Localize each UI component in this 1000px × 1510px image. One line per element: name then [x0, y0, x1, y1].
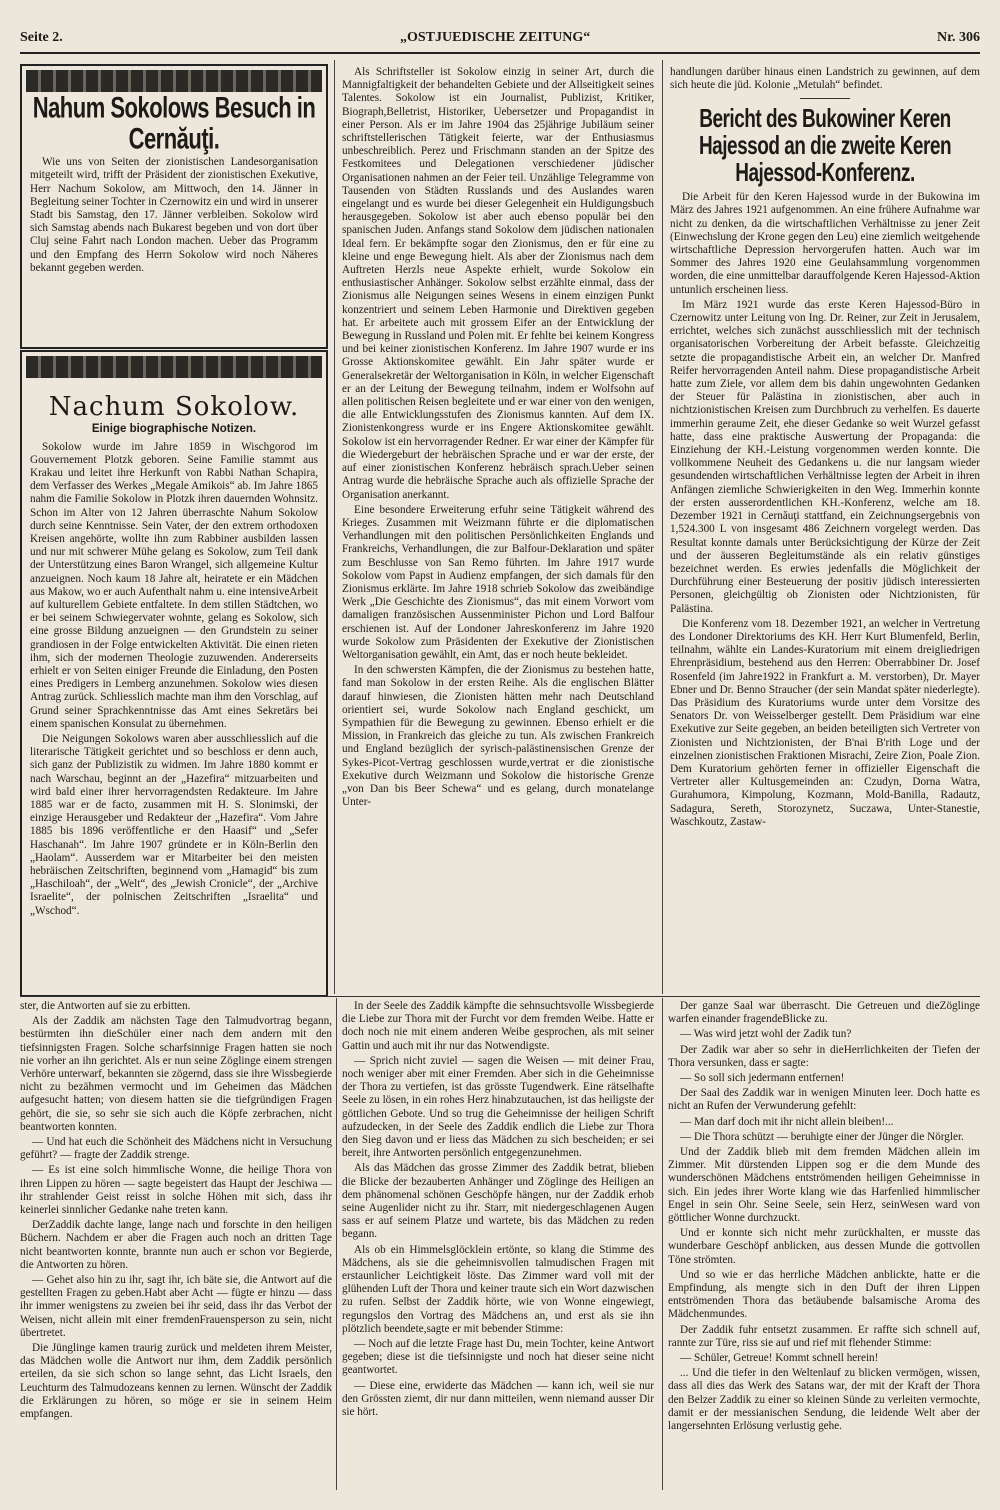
article-subtitle: Einige biographische Notizen. [91, 423, 257, 436]
story-paragraph: Die Jünglinge kamen traurig zurück und meldeten ihrem Meister, das Mädchen wolle die Antwort nur ihm, dem Zaddik persönlich erteilen, da sie sich schon so lange sehnt, das Licht Israels, den Leuchturm des Talmudozeans kennen zu lernen. Wünscht der Zaddik die Erklärungen zu hören, so möge er sie in seinem Heim empfangen. [20, 1342, 332, 1421]
story-paragraph: — Sprich nicht zuviel — sagen die Weisen — mit deiner Frau, noch weniger aber mit einer Fremden. Aber sich in die Geheimnisse der Thora zu vertiefen, ist das grösste Tugendwerk. Eine rätselhafte Seele zu lösen, in ein rohes Herz hinabzutauchen, ist das heiligste der göttlichen Gebote. Und so trug die Geheimnisse der heiligen Schrift aufzudecken, in der Seele des Zaddik endlich die Liebe zur Thora den Sieg davon und er liess das Mädchen zu sich bescheiden; er sei bereit, ihre Antworten persönlich entgegenzunehmen. [342, 1054, 654, 1160]
story-paragraph: — So soll sich jedermann entfernen! [680, 1072, 845, 1085]
feuilleton-column-middle [342, 1000, 654, 1490]
story-paragraph: ster, die Antworten auf sie zu erbitten. [20, 1000, 191, 1012]
article-title: Nahum Sokolows Besuch in Cernăuţi. [32, 90, 316, 156]
story-paragraph: — Man darf doch mit ihr nicht allein bleiben!... [680, 1115, 894, 1128]
feuilleton-column-right [668, 1000, 980, 1490]
article-sokolow-biography-continued [342, 66, 654, 986]
story-paragraph: Und der Zaddik blieb mit dem fremden Mädchen allein im Zimmer. Mit dürstenden Lippen sog er die dem Munde des wunderschönen Mädchens entströmenden heiligen Geheimnisse in sich. Ein jedes ihrer Worte klang wie das Harfenlied himmlischer Engel in sein Ohr. Seine Seele, sein Herz, seinWesen ward von göttlicher Wonne durchzuckt. [668, 1146, 980, 1225]
article-paragraph: Im März 1921 wurde das erste Keren Hajessod-Büro in Czernowitz unter Leitung von Ing. Dr. Reiner, zur Zeit in Jerusalem, errichtet, welches sich zunächst ausschliesslich mit der technisch organisatorischen Vorbereitung der Arbeit befasste. Gleichzeitig setzte die propagandistische Arbeit ein, an welcher Dr. Manfred Reifer hervorragenden Anteil nahm. Diese propagandistische Arbeit hatte zum Ziele, vor allem dem bis dahin ungewohnten Gedanken der Steuer für Palästina in zionistischen, aber auch in nichtzionistischen Kreisen zum Durchbruch zu verhelfen. Es dauerte immerhin geraume Zeit, ehe dieser Gedanke so weit Wurzel gefasst hatte, dass eine praktische Auswertung der Propaganda: die Einziehung der KH.-Leistung vorgenommen werden konnte. Die vollkommene Neuheit des Gedankens u. die nur langsam wieder gesundenden wirtschaftlichen Verhältnisse legten der Arbeit in ihren Anfängen ziemliche Schwierigkeiten in den Weg. Immerhin konnte der ersten ausserordentlichen KH.-Konferenz, welche am 18. Dezember 1921 in Cernăuţi stattfand, ein Zeichnungsergebnis von 1,524.300 L von insgesamt 486 Zeichnern vorgelegt werden. Das Resultat konnte damals unter Berücksichtigung der Kürze der Zeit und der äusseren Begleitumstände als ein relativ günstiges bezeichnet werden. Es erwies jedenfalls die Möglichkeit der Durchführung einer Besteuerung der positiv jüdisch interessierten Personen, gleichgültig ob Zionisten oder Nichtzionisten, für Palästina. [670, 298, 980, 615]
story-paragraph: Der Zaddik fuhr entsetzt zusammen. Er raffte sich schnell auf, rannte zur Türe, riss sie auf und rief mit flehender Stimme: [668, 1323, 980, 1349]
column-divider [336, 998, 337, 1490]
column-divider [662, 60, 663, 994]
story-paragraph: Und so wie er das herrliche Mädchen anblickte, hatte er die Empfindung, als mengte sich in den Duft der ihren Lippen entströmenden Thora das betäubende balsamische Aroma des Mädchenmundes. [668, 1268, 980, 1321]
page-number: Seite 2. [20, 30, 63, 45]
story-paragraph: — Noch auf die letzte Frage hast Du, mein Tochter, keine Antwort gegeben; diese ist die tiefsinnigste und noch hat dieser seine nicht geantwortet. [342, 1338, 654, 1377]
story-paragraph: Der Saal des Zaddik war in wenigen Minuten leer. Doch hatte es nicht an Rufen der Verwunderung gefehlt: [668, 1087, 980, 1113]
story-paragraph: Als das Mädchen das grosse Zimmer des Zaddik betrat, blieben die Blicke der bezauberten Anhänger und Zöglinge des Heiligen an dem phänomenal schönen Geschöpfe hängen, nur der Zaddik erhob seine Augenlider nicht zu ihr. Starr, mit niedergeschlagenen Augen sass er auf seinem Platze und wartete, bis das Mädchen zu reden begann. [342, 1162, 654, 1241]
article-title: Bericht des Bukowiner Keren Hajessod an die zweite Keren Hajessod-Konferenz. [698, 105, 952, 188]
article-paragraph: Wie uns von Seiten der zionistischen Landesorganisation mitgeteilt wird, trifft der Präsident der zionistischen Exekutive, Herr Nachum Sokolow, am Mittwoch, den 14. Jänner in Begleitung seiner Tochter in Czernowitz ein und wird in unserer Stadt bis Samstag, den 17. Jänner verbleiben. Sokolow wird sich Samstag abends nach Bukarest begeben und von dort über Cluj seine Fahrt nach London machen. Ueber das Programm und den Empfang des Herrn Sokolow wird noch Näheres bekannt gegeben werden. [30, 156, 318, 274]
feuilleton-column-left [20, 1000, 332, 1490]
article-paragraph: Eine besondere Erweiterung erfuhr seine Tätigkeit während des Krieges. Zusammen mit Weizmann führte er die diplomatischen Verhandlungen mit den politischen Persönlichkeiten Englands und Frankreichs, Verhandlungen, die zur Balfour-Deklaration und später zum Beschlusse von San Remo führten. Im Jahre 1917 wurde Sokolow vom Papst in Audienz empfangen, der sich damals für den Zionismus erklärte. Im Jahre 1918 schrieb Sokolow das zweibändige Werk „Die Geschichte des Zionismus“, das mit einem Vorwort vom damaligen französischen Aussenminister Pichon und Lord Balfour erschienen ist. Auf der Londoner Jahreskonferenz im Jahre 1920 wurde Sokolow zum Präsidenten der Exekutive der Zionistischen Weltorganisation gewählt, ein Amt, das er noch heute bekleidet. [342, 503, 654, 661]
article-paragraph: Als Schriftsteller ist Sokolow einzig in seiner Art, durch die Mannigfaltigkeit der behandelten Gebiete und der Allseitigkeit seines Talentes. Sokolow ist ein Journalist, Publizist, Kritiker, Biograph,Belletrist, Historiker, Uebersetzer und Propagandist in einer Person. Als er im Jahre 1904 das 25jährige Jubiläum seiner schriftstellerischen Tätigkeit feierte, war der Enthusiasmus unbeschreiblich. Perez und Frischmann standen an der Spitze des Festkomitees und Delegationen verschiedener jüdischer Organisationen nahmen an der Feier teil. Unzählige Telegramme von Tausenden von Städten Russlands und des Auslandes waren eingelangt und es wurde bei dieser Gelegenheit ein Huldigungsbuch herausgegeben. Sokolow ist aber auch ebenso populär bei den spanischen Juden. Anfangs stand Sokolow dem jüdischen nationalen Ideal fern. Er bekämpfte sogar den Zionismus, den er für eine zu kleine und enge Bewegung hielt. Als aber der Zionismus nach dem Auftreten Herzls neue Aspekte erhielt, wurde Sokolow ein enthusiastischer Anhänger. Sokolow selbst erzählte einmal, dass der Zionismus alle Neigungen seines Wesens in einem einzigen Punkt konzentriert und seinem Leben Harmonie und Direktiven gegeben hat. Er arbeitete auch mit grossem Eifer an der Entwicklung der Bewegung in Russland und Polen mit. Er fehlte bei keinem Kongress und bei keiner zionistischen Konferenz. Im Jahre 1907 wurde er ins Grosse Aktionskomitee gewählt. Ein Jahr später wurde er Generalsekretär der Weltorganisation in Köln, in welcher Eigenschaft er an der Leitung der Bewegung teilnahm, indem er Wolfsohn auf allen politischen Reisen begleitete und er war einer von den wenigen, die alle Entwicklungsstufen des Zionismus kannten. Auf dem IX. Zionistenkongress wurde er ins Engere Aktionskomitee gewählt. Sokolow ist ein hervorragender Redner. Er war einer der Kämpfer für die Wiedergeburt der hebräischen Sprache und er war der erste, der auf einer zionistischen Konferenz hebräisch sprach.Ueber seinen Antrag wurde die hebräische Sprache auch als offizielle Sprache der Organisation anerkannt. [342, 66, 654, 501]
newspaper-title: „OSTJUEDISCHE ZEITUNG“ [400, 30, 591, 45]
story-paragraph: ... Und die tiefer in den Weltenlauf zu blicken vermögen, wissen, dass all dies das Werk des Satans war, der mit der Kraft der Thora den Belzer Zaddik zu einer so kleinen Sünde zu verleiten vermochte, damit er der messianischen Sendung, die leidende Welt aber der langersehnten Erlösung verlustig gehe. [668, 1367, 980, 1433]
story-paragraph: Und er konnte sich nicht mehr zurückhalten, er musste das wunderbare Geschöpf anblicken, aus dessen Munde die gottvollen Töne strömten. [668, 1227, 980, 1266]
story-paragraph: — Was wird jetzt wohl der Zadik tun? [680, 1028, 852, 1041]
article-paragraph: Die Neigungen Sokolows waren aber ausschliesslich auf die literarische Tätigkeit gerichtet und so beschloss er denn auch, sich ganz der Publizistik zu widmen. Im Jahre 1880 kommt er nach Warschau, beginnt an der „Hazefira“ mitzuarbeiten und wird bald einer ihrer hervorragendsten Redakteure. Im Jahre 1885 war er de facto, zusammen mit H. S. Slonimski, der einzige Herausgeber und Redakteur der „Hazefira“. Vom Jahre 1885 bis 1896 veröffentliche er den Haasif“ und „Sefer Haschanah“. Im Jahre 1907 gründete er in Köln-Berlin den „Haolam“. Ausserdem war er Mitarbeiter bei den meisten hebräischen Zeitschriften, beginnend vom „Hamagid“ bis zum „Haschiloah“, der „Welt“, des „Jewish Cronicle“, der „Archive Israelite“, der polnischen Zeitschriften „Israelita“ und „Wschod“. [30, 732, 318, 917]
story-paragraph: DerZaddik dachte lange, lange nach und forschte in den heiligen Büchern. Nachdem er aber die Fragen auch noch an dritten Tage nicht beantworten konnte, brannte nun auch er schon vor Begierde, die Antworten zu hören. [20, 1219, 332, 1271]
separator [800, 98, 850, 99]
decorative-band [26, 70, 322, 92]
story-paragraph: — Gehet also hin zu ihr, sagt ihr, ich bäte sie, die Antwort auf die gestellten Fragen zu geben.Habt aber Acht — fügte er hinzu — dass ihr immer wenigstens zu zweien bei ihr seid, dass ihr das Verbot der Weisen, nicht allein mit einer fremdenFrauensperson zu sein, nicht übertretet. [20, 1274, 332, 1339]
story-paragraph: In der Seele des Zaddik kämpfte die sehnsuchtsvolle Wissbegierde die Liebe zur Thora mit der Furcht vor dem fremden Weibe. Hatte er doch noch nie mit einem anderen Weibe gesprochen, als mit seiner Gattin und auch mit ihr nur das Notwendigste. [342, 1000, 654, 1052]
story-paragraph: Der Zadik war aber so sehr in dieHerrlichkeiten der Tiefen der Thora versunken, dass er sagte: [668, 1043, 980, 1069]
column-divider [662, 998, 663, 1490]
article-sokolow-biography [20, 350, 328, 997]
story-paragraph: Als ob ein Himmelsglöcklein ertönte, so klang die Stimme des Mädchens, als sie die geheimnisvollen talmudischen Fragen mit erstaunlicher Leichtigkeit löste. Das Zimmer ward voll mit der glühenden Luft der Thora und keiner traute sich ein Wort dazwischen zu rufen. Selbst der Zaddik hörte, wie von Wonne eingewiegt, regungslos den Vortrag des Mädchens an, und erst als sie ihn plötzlich beendete,sagte er mit bebender Stimme: [342, 1243, 654, 1335]
story-paragraph: Als der Zaddik am nächsten Tage den Talmudvortrag begann, bestürmten ihn dieSchüler einer nach dem andern mit den tiefsinnigsten Fragen. Solche scharfsinnige Fragen hatten sie noch nie vorher an ihn gerichtet. Als er nun seine Zöglinge einem strengen Verhöre unterwarf, bekannten sie zögernd, dass sie ihre Wissbegierde nicht zu bezähmen vermocht und im Geheimen das Mädchen aufgesucht hatten; von diesem hatten sie die tiefgründigen Fragen gehört, die sie, so sehr sie sich auch die Köpfe zerbrachen, nicht beantworten konnten. [20, 1015, 332, 1133]
article-paragraph: Die Arbeit für den Keren Hajessod wurde in der Bukowina im März des Jahres 1921 aufgenommen. An eine frühere Aufnahme war nicht zu denken, da die wirtschaftlichen Verhältnisse zu jener Zeit (Einwechslung der Krone gegen den Leu) eine ziemlich weitgehende wirtschaftliche Depression hervorgerufen hatten. Auch war im Sommer des Jahres 1920 eine Geulahsammlung vorgenommen worden, die eine unmittelbar darauffolgende Keren Hajessod-Aktion untunlich erscheinen liess. [670, 191, 980, 296]
story-paragraph: — Die Thora schützt — beruhigte einer der Jünger die Nörgler. [680, 1130, 964, 1143]
article-paragraph: handlungen darüber hinaus einen Landstrich zu gewinnen, auf dem sich heute die jüd. Kolonie „Metulah“ befindet. [670, 66, 980, 92]
decorative-band [26, 356, 322, 378]
story-paragraph: Der ganze Saal war überrascht. Die Getreuen und dieZöglinge warfen einander fragendeBlicke zu. [668, 1000, 980, 1026]
header-rule [20, 52, 980, 54]
feuilleton-rule [20, 996, 980, 997]
issue-number: Nr. 306 [936, 30, 980, 45]
article-paragraph: Die Konferenz vom 18. Dezember 1921, an welcher in Vertretung des Londoner Direktoriums des KH. Herr Kurt Blumenfeld, Berlin, teilnahm, wählte ein Landes-Kuratorium mit einem dreigliedrigen Ehrenpräsidium, bestehend aus den Herren: Oberrabbiner Dr. Josef Rosenfeld (im Jahre1922 in Frankfurt a. M. verstorben), Dr. Mayer Ebner und Dr. Benno Straucher (der sein Mandat später niederlegte). Das Präsidium des Kuratoriums wurde unter dem Vorsitze des Senators Dr. von Weisselberger gestellt. Dem Präsidium war eine Exekutive zur Seite gegeben, an beiden beteiligten sich Vertreter von Zionisten und Nichtzionisten, der B'nai B'rith Loge und der einzelnen zionistischen Fraktionen Misrachi, Zeire Zion, Poale Zion. Dem Kuratorium gehörten ferner in offizieller Eigenschaft die Vertreter aller Kultusgemeinden an: Czudyn, Dorna Watra, Gurahumora, Kimpolung, Kozmann, Mold-Banilla, Radautz, Sadagura, Sereth, Storozynetz, Suczawa, Unter-Stanestie, Waschkoutz, Zastaw- [670, 617, 980, 828]
page-header [20, 30, 980, 52]
article-title: Nachum Sokolow. [48, 392, 300, 422]
article-keren-hajessod [670, 66, 980, 986]
article-paragraph: In den schwersten Kämpfen, die der Zionismus zu bestehen hatte, fand man Sokolow in der ersten Reihe. Als die englischen Blätter darauf hinwiesen, die Zionisten hätten mehr nach Deutschland orientiert sei, wurde Sokolow nach England geschickt, um Sympathien für die Bewegung zu gewinnen. Ebenso erhielt er die Mission, in Frankreich das gleiche zu tun. Als zwischen Frankreich und England bezüglich der syrisch-palästinensischen Grenze der Sykes-Picot-Vertrag geschlossen wurde,vertrat er die zionistische Exekutive durch Weizmann und Sokolow die historische Grenze „von Dan bis Beer Schewa“ und es gelang, durch monatelange Unter- [342, 664, 654, 809]
column-divider [334, 60, 335, 994]
story-paragraph: — Schüler, Getreue! Kommt schnell herein! [680, 1352, 879, 1365]
article-sokolow-visit [20, 64, 328, 349]
article-paragraph: Sokolow wurde im Jahre 1859 in Wischgorod im Gouvernement Plotzk geboren. Seine Familie stammt aus Krakau und leitet ihre Herkunft von Rabbi Nathan Schapira, dem Verfasser des Werkes „Megale Amikois“ ab. Im Jahre 1865 nahm die Familie Sokolow in Plotzk ihren dauernden Wohnsitz. Schon im Alter von 12 Jahren überraschte Nahum Sokolow durch seine Kenntnisse. Sein Vater, der den extrem orthodoxen Kreisen angehörte, wollte ihn zum Rabbiner ausbilden lassen und nur mit schwerer Mühe gelang es Sokolow, zum Teil dank der Unterstützung eines Baron Wrangel, sich allgemeine Kultur anzueignen. Noch kaum 18 Jahre alt, heiratete er ein Mädchen aus Makow, wo er auch Aufenthalt nahm u. eine intensiveArbeit auf kulturellem Gebiete entfaltete. In dem stillen Städtchen, wo er bei seinem Schwiegervater wohnte, gelang es Sokolow, sich eine grosse Bildung anzueignen — den Grundstein zu seiner grandiosen in der Folge entwickelten Aktivität. Die einen rieten ihm, sich der modernen Theologie zuzuwenden. Andererseits erhielt er von Seiten einiger Freunde die Einladung, den Posten eines Predigers in Lemberg anzunehmen. Sokolow wies diesen Antrag zurück. Schliesslich machte man ihm den Vorschlag, auf Grund seiner Sprachkenntnisse das Amt eines Sekretärs bei einem spanischen Konsulat zu übernehmen. [30, 440, 318, 730]
story-paragraph: — Und hat euch die Schönheit des Mädchens nicht in Versuchung geführt? — fragte der Zaddik strenge. [20, 1136, 332, 1162]
story-paragraph: — Diese eine, erwiderte das Mädchen — kann ich, weil sie nur den Grössten ziemt, dir nur dann mitteilen, wenn niemand ausser Dir sie hört. [342, 1379, 654, 1419]
story-paragraph: — Es ist eine solch himmlische Wonne, die heilige Thora von ihren Lippen zu hören — sagte begeistert das Haupt der Jeschiwa — ihr strahlender Geist reisst in solche Höhen mit sich, dass ihr keinerlei sinnlicher Gedanke nahe treten kann. [20, 1164, 332, 1217]
